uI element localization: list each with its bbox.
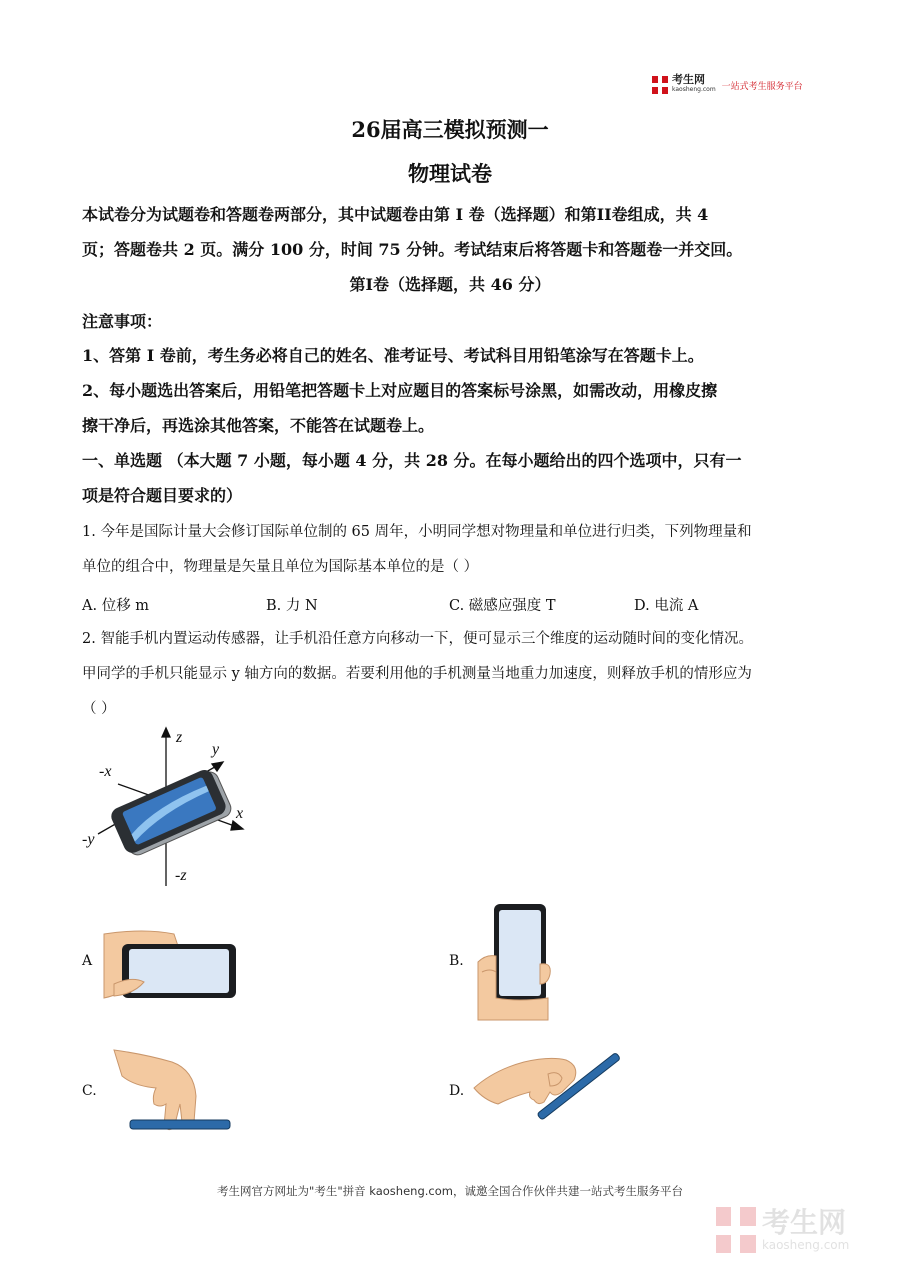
- axis-label-neg-z: -z: [175, 867, 187, 884]
- notice-title: 注意事项：: [82, 312, 163, 331]
- watermark-name: 考生网: [762, 1206, 847, 1239]
- watermark: [716, 1203, 886, 1257]
- axis-diagram: [80, 724, 270, 894]
- q2-option-c-label[interactable]: C.: [82, 1083, 97, 1099]
- notice-item-2b: 擦干净后，再选涂其他答案，不能答在试题卷上。: [82, 416, 435, 435]
- q2-option-a-label[interactable]: A: [82, 953, 93, 969]
- intro-line-2: 页；答题卷共 2 页。满分 100 分，时间 75 分钟。考试结束后将答题卡和答题卷一并交回。: [82, 240, 743, 259]
- section-title: 第I卷（选择题，共 46 分）: [349, 275, 551, 294]
- axis-label-z: z: [176, 729, 183, 746]
- q2-option-d-figure[interactable]: [474, 1052, 610, 1126]
- phone-3d: [108, 765, 233, 859]
- exam-subject: 物理试卷: [408, 161, 492, 186]
- logo-name: 考生网: [672, 73, 705, 86]
- logo-url: kaosheng.com: [672, 86, 716, 93]
- logo-icon: [652, 76, 668, 94]
- q2-line-1: 2. 智能手机内置运动传感器，让手机沿任意方向移动一下，便可显示三个维度的运动随时间的变化情况。: [82, 631, 753, 647]
- q1-option-c[interactable]: C. 磁感应强度 T: [449, 598, 556, 614]
- q2-option-b-figure[interactable]: [478, 902, 552, 1020]
- q1-line-2: 单位的组合中，物理量是矢量且单位为国际基本单位的是（ ）: [82, 559, 479, 575]
- q1-option-b[interactable]: B. 力 N: [266, 598, 318, 614]
- q1-line-1: 1. 今年是国际计量大会修订国际单位制的 65 周年，小明同学想对物理量和单位进行归类，下列物理量和: [82, 524, 752, 540]
- part1-heading-1: 一、单选题 （本大题 7 小题，每小题 4 分，共 28 分。在每小题给出的四个选项中，只有一: [82, 451, 742, 470]
- y-arrow-icon: [212, 762, 223, 771]
- page-footer: 考生网官方网址为"考生"拼音 kaosheng.com，诚邀全国合作伙伴共建一站式考生服务平台: [217, 1184, 683, 1198]
- logo-slogan: 一站式考生服务平台: [721, 81, 803, 92]
- part1-heading-2: 项是符合题目要求的）: [82, 486, 243, 505]
- q2-line-3: （ ）: [82, 701, 116, 717]
- q1-option-d[interactable]: D. 电流 A: [634, 598, 699, 614]
- x-arrow-icon: [231, 821, 243, 830]
- q2-option-c-figure[interactable]: [114, 1048, 232, 1134]
- q2-option-b-label[interactable]: B.: [449, 953, 464, 969]
- q2-option-d-label[interactable]: D.: [449, 1083, 465, 1099]
- intro-line-1: 本试卷分为试题卷和答题卷两部分，其中试题卷由第 I 卷（选择题）和第II卷组成，共 4: [82, 205, 709, 224]
- site-logo[interactable]: [652, 74, 822, 96]
- z-arrow-icon: [162, 728, 170, 737]
- axis-label-neg-x: -x: [99, 763, 112, 780]
- axis-label-x: x: [236, 805, 244, 822]
- axis-label-y: y: [212, 741, 220, 758]
- q2-line-2: 甲同学的手机只能显示 y 轴方向的数据。若要利用他的手机测量当地重力加速度，则释放手机的情形应为: [82, 666, 752, 682]
- watermark-logo-icon: [716, 1207, 756, 1253]
- q1-option-a[interactable]: A. 位移 m: [82, 598, 150, 614]
- watermark-url: kaosheng.com: [762, 1238, 850, 1252]
- exam-title: 26届高三模拟预测一: [351, 117, 549, 142]
- q2-option-a-figure[interactable]: [104, 924, 236, 1004]
- notice-item-2a: 2、每小题选出答案后，用铅笔把答题卡上对应题目的答案标号涂黑，如需改动，用橡皮擦: [82, 381, 718, 400]
- axis-label-neg-y: -y: [82, 831, 95, 848]
- notice-item-1: 1、答第 I 卷前，考生务必将自己的姓名、准考证号、考试科目用铅笔涂写在答题卡上。: [82, 346, 704, 365]
